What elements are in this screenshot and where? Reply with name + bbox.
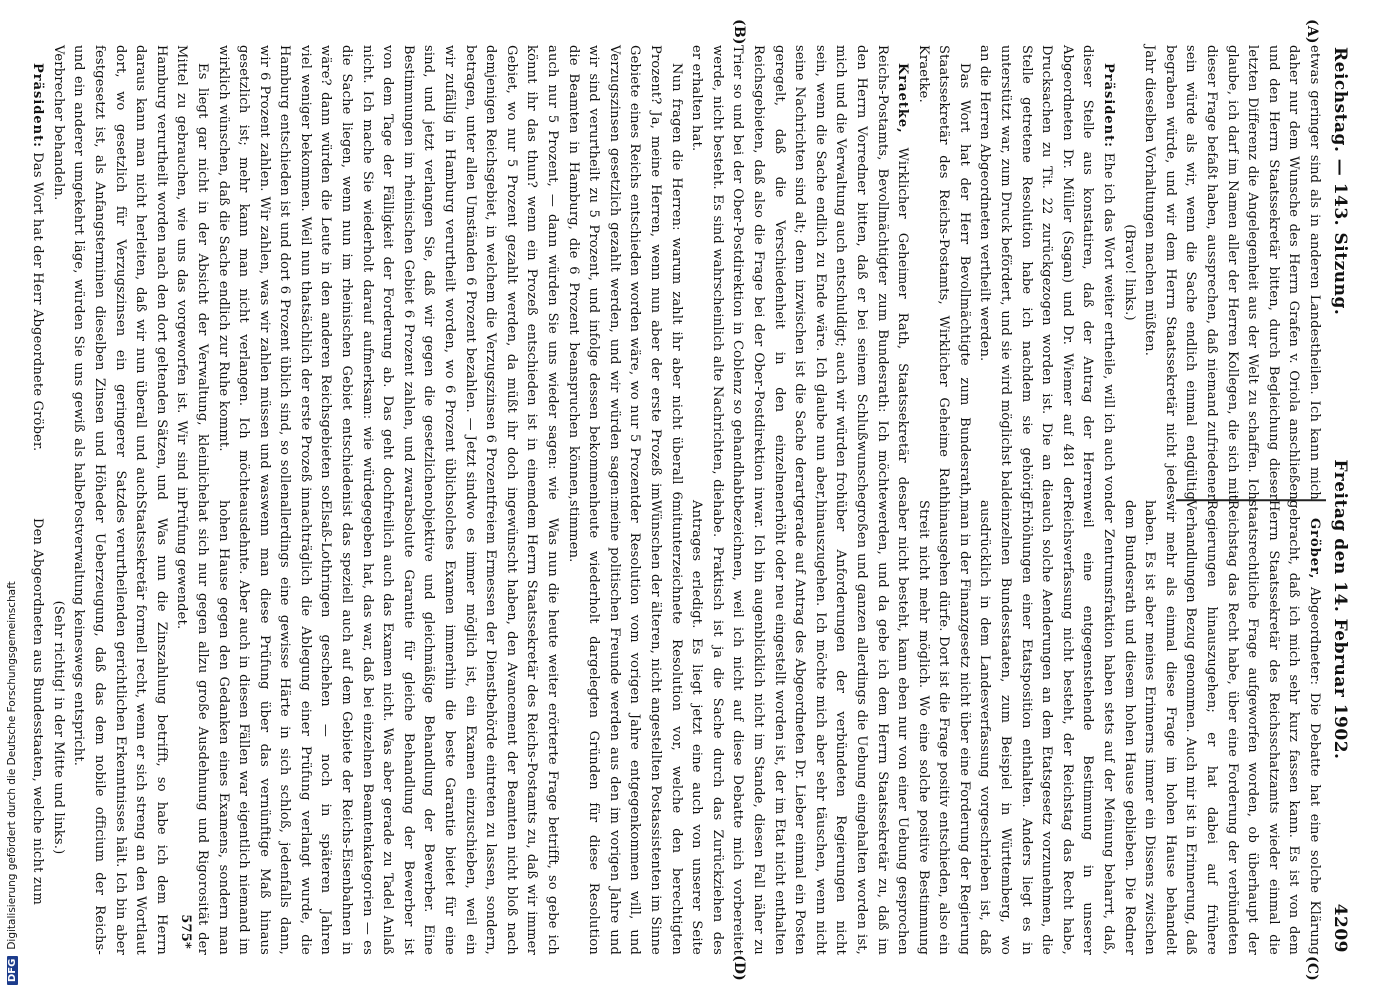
paragraph: Nun fragen die Herren: warum zahlt ihr aber nicht überall 6 Prozent? Ja, meine Herren, wenn nun aber der erste Prozeß im Gebiete eines Reichs entschieden worden wäre, wo nur 5 Prozent Verzugszinsen gesetzlich gezahlt werden, und wir würden sagen: wir sind verurtheilt zu 5 Prozent, und infolge dessen bekommen die Beamten in Hamburg, die 6 Prozent beanspruchen können, auch nur 5 Prozent, — dann würden Sie uns wieder sagen: wie könnt ihr das thun? wenn ein Prozeß entschieden ist in einem Gebiet, wo nur 5 Prozent gezahlt werden, da müßt ihr doch in demjenigen Reichsgebiet, in welchem die Verzugszinsen 6 Prozent betragen, unter allen Umständen 6 Prozent bezahlen. — Jetzt sind wir zufällig in Hamburg verurtheilt worden, wo 6 Prozent üblich sind, und jetzt verlangen Sie, daß wir gegen die gesetzlichen Bestimmungen im rheinischen Gebiet 6 Prozent zahlen, und zwar von dem Tage der Fälligkeit der Forderung ab. Das geht doch nicht. Ich mache Sie wiederholt darauf aufmerksam: wie würde die Sache liegen, wenn nun im rheinischen Gebiet entschieden wäre? dann würden die Leute in den anderen Reichsgebieten so viel weniger bekommen. Weil nun thatsächlich der erste Prozeß in Hamburg entschieden ist und dort 6 Prozent üblich sind, so sollen wir 6 Prozent zahlen. Wir zahlen, was wir zahlen müssen und was gesetzlich ist; mehr kann man nicht verlangen. Ich möchte wirklich wünschen, daß die Sache endlich zur Ruhe kommt. <box>215 45 684 500</box>
left-column <box>30 19 1324 500</box>
paragraph: Was nun die Zinszahlung betrifft, so habe ich dem Herrn Staatssekretär formell recht, wenn er sich streng an den Wortlaut des verurtheilenden gerichtlichen Erkenntnisses hält. Ich bin aber der Ueberzeugung, daß das dem nobile officium der Reichs-Postverwaltung keineswegs entspricht. <box>71 500 169 955</box>
funding-sidebar <box>0 0 26 1000</box>
session-title: Reichstag. — 143. Sitzung. <box>1330 47 1350 316</box>
applause-note: (Bravo! links.) <box>1121 224 1137 321</box>
paragraph-text: Ehe ich das Wort weiter ertheile, will ich auch von dieser Stelle aus konstatiren, daß der Antrag der Herren Abgeordneten Dr. Müller (Sagan) und Dr. Wiemer auf 481 der Drucksachen zu Tit. 22 zurückgezogen worden ist. Die an die Stelle getretene Resolution habe ich nachdem sie gehörig unterstützt war, zum Druck befördert, und sie wird möglichst bald an die Herren Abgeordneten vertheilt werden. <box>977 45 1117 500</box>
paragraph-text: Das Wort hat der Herr Abgeordnete Gröber. <box>30 152 46 452</box>
sheet-signature: 575* <box>177 914 193 949</box>
paragraph: Den Abgeordneten aus Bundesstaaten, welche nicht zum <box>30 518 46 906</box>
paragraph <box>974 45 1118 500</box>
dfg-logo: DFG <box>7 956 18 985</box>
page-number: 4209 <box>1330 903 1350 953</box>
paragraph: Das Wort hat der Herr Bevollmächtigte zum Bundesrath, Staatssekretär des Reichs-Postamts, Wirklicher Geheime Rath Kraetke. <box>915 45 972 500</box>
session-date: Freitag den 14. Februar 1902. <box>1330 459 1350 760</box>
right-column <box>30 500 1324 981</box>
paragraph: Es liegt gar nicht in der Absicht der Verwaltung, kleinliche Mittel zu gebrauchen, wie uns das vorgeworfen ist. Wir sind in Hamburg verurtheilt worden nach den dort geltenden Sätzen, und daraus kann man nicht herleiten, daß wir nun überall und auch dort, wo gesetzlich für Verzugszinsen ein geringerer Satz festgesetzt ist, als Anfangsterminen dieselben Zinsen und Höhe und ein anderer umgekehrt läge, würden Sie uns gewiß als halbe Verbrecher behandeln. <box>50 45 210 500</box>
text-columns <box>30 19 1324 981</box>
paragraph-text: Wirklicher Geheimer Rath, Staatssekretär des Reichs-Postamts, Bevollmächtigter zum Bundesrath: Ich möchte den Herrn Vorredner bitten, daß er bei seinem Schlußwunsche mich und die Verwaltung auch entschuldigt; auch wir würden froh sein, wenn die Sache endlich zu Ende wäre. Ich glaube nun aber, seine Nachrichten sind alt; denn inzwischen ist die Sache derart geregelt, daß die Verschiedenheit in den einzelnen Reichsgebieten, daß also die Frage bei der Ober-Postdirektion in Trier so und bei der Ober-Postdirektion in Coblenz so gehandhabt werde, nicht besteht. Es sind wahrscheinlich alte Nachrichten, die er erhalten hat. <box>689 45 911 500</box>
paragraph <box>562 500 1324 955</box>
speaker-name: Gröber, <box>1307 518 1322 580</box>
speaker-name: Präsident: <box>1101 63 1117 148</box>
margin-marker-d: (D) <box>731 955 747 981</box>
paragraph-text: Abgeordneter: Die Debatte hat eine solche Klärung gebracht, daß ich mich sehr kurz fassen kann. Es ist von dem Herrn Staatssekretär des Reichsschatzamts wieder einmal die staatsrechtliche Frage aufgeworfen worden, ob überhaupt der Reichstag das Recht habe, über eine Forderung der verbündeten Regierungen hinauszugehen; er hat dabei auf frühere Verhandlungen Bezug genommen. Auch mir ist in Erinnerung, daß wir mehr als einmal diese Frage im hohen Hause behandelt haben. Es ist aber meines Erinnerns immer ein Dissens zwischen dem Bundesrath und diesem hohen Hause geblieben. Die Redner der Zentrumsfraktion haben stets auf der Meinung beharrt, daß, weil eine entgegenstehende Bestimmung in unserer Reichsverfassung nicht besteht, der Reichstag das Recht habe, auch solche Aenderungen an dem Etatsgesetz vorzunehmen, die Erhöhungen einer Etatsposition enthalten. Anders liegt es in einzelnen Bundesstaaten, zum Beispiel in Württemberg, wo ausdrücklich in dem Landesverfassung vorgeschrieben ist, daß man in der Finanzgesetz nicht über eine Forderung der Regierung hinausgehen dürfe. Dort ist die Frage positiv entschieden, also ein Streit nicht mehr möglich. Wo eine solche positive Bestimmung aber nicht besteht, kann eben nur von einer Uebung gesprochen werden, und da gebe ich dem Herrn Staatssekretär zu, daß im großen und ganzen allerdings die Uebung eingehalten worden ist, über Anforderungen der verbündeten Regierungen nicht hinauszugehen. Ich möchte mich aber sehr täuschen, wenn nicht gerade auf Antrag des Abgeordneten Dr. Lieber einmal ein Posten erhöht oder neu eingestellt worden ist, der im Etat nicht enthalten war. Ich bin augenblicklich nicht im Stande, diesen Fall näher zu bezeichnen, weil ich nicht auf diese Debatte mich vorbereitet habe. Praktisch ist ja die Sache durch das Zurückziehen des Antrages erledigt. Es liegt jetzt eine auch von unserer Seite mitunterzeichnete Resolution vor, welche den berechtigten Wünschen der älteren, nicht angestellten Postassistenten im Sinne der Resolution vom vorigen Jahre entgegenkommen will, und meine politischen Freunde werden aus den im vorigen Jahre und heute wiederholt dargelegten Gründen für diese Resolution stimmen. <box>565 500 1322 955</box>
paragraph: Was nun die heute weiter erörterte Frage betrifft, so gebe ich dem Herrn Staatssekretär des Reichs-Postamts zu, daß wir immer gewünscht haben, den Avancement der Beamten nicht bloß nach freiem Ermessen der Dienstbehörde eintreten zu lassen, sondern, wo es immer möglich ist, ein Examen einzuschieben, weil ein solches Examen immerhin die beste Garantie bietet für eine objektive und gleichmäßige Behandlung der Bewerber. Eine absolute Garantie für gleiche Behandlung der Bewerber ist freilich auch das Examen nicht. Was aber gerade zu Tadel Anlaß gegeben hat, das war, daß bei einzelnen Beamtenkategorien — es ist das speziell auch auf dem Gebiete der Reichs-Eisenbahnen in Elsaß-Lothringen geschehen — noch in späteren Jahren nachträglich die Ablegung einer Prüfung verlangt wurde, die allerdings eine gewisse Härte in sich schloß, jedenfalls dann, wenn man diese Prüfung über das vernünftige Maß hinaus ausdehnte. Aber auch in diesen Fällen war eigentlich niemand im hohen Hause gegen den Gedanken eines Examens, sondern man hat sich nur gegen allzu große Ausdehnung und Rigorosität der Prüfung gewendet. <box>174 500 561 955</box>
speaker-name: Kraetke, <box>895 63 911 134</box>
digitization-text: Digitalisierung gefördert durch die Deutsche Forschungsgemeinschaft <box>6 581 18 950</box>
margin-marker-b: (B) <box>731 19 747 45</box>
applause-note: (Sehr richtig! in der Mitte und links.) <box>50 600 66 855</box>
digitization-note <box>6 581 18 985</box>
page-header <box>1324 45 1350 955</box>
speaker-name: Präsident: <box>30 63 46 148</box>
margin-marker-c: (C) <box>1304 956 1320 981</box>
paragraph <box>686 45 913 500</box>
paragraph: etwas geringer sind als in anderen Landestheilen. Ich kann mich daher nur dem Wunsche des Herrn Grafen v. Oriola anschließen und den Herrn Staatssekretär bitten, durch Begleichung dieser letzten Differenz die Angelegenheit aus der Welt zu schaffen. Ich glaube, ich darf im Namen aller der Herren Kollegen, die sich mit dieser Frage befaßt haben, aussprechen, daß niemand zufriedener sein würde als wir, wenn die Sache endlich einmal endgültig begraben würde, und wir dem Herrn Staatssekretär nicht jedes Jahr dieselben Vorhaltungen machen müßten. <box>1142 45 1322 500</box>
margin-marker-a: (A) <box>1304 19 1320 44</box>
paragraph <box>27 45 48 500</box>
document-page <box>30 15 1358 985</box>
